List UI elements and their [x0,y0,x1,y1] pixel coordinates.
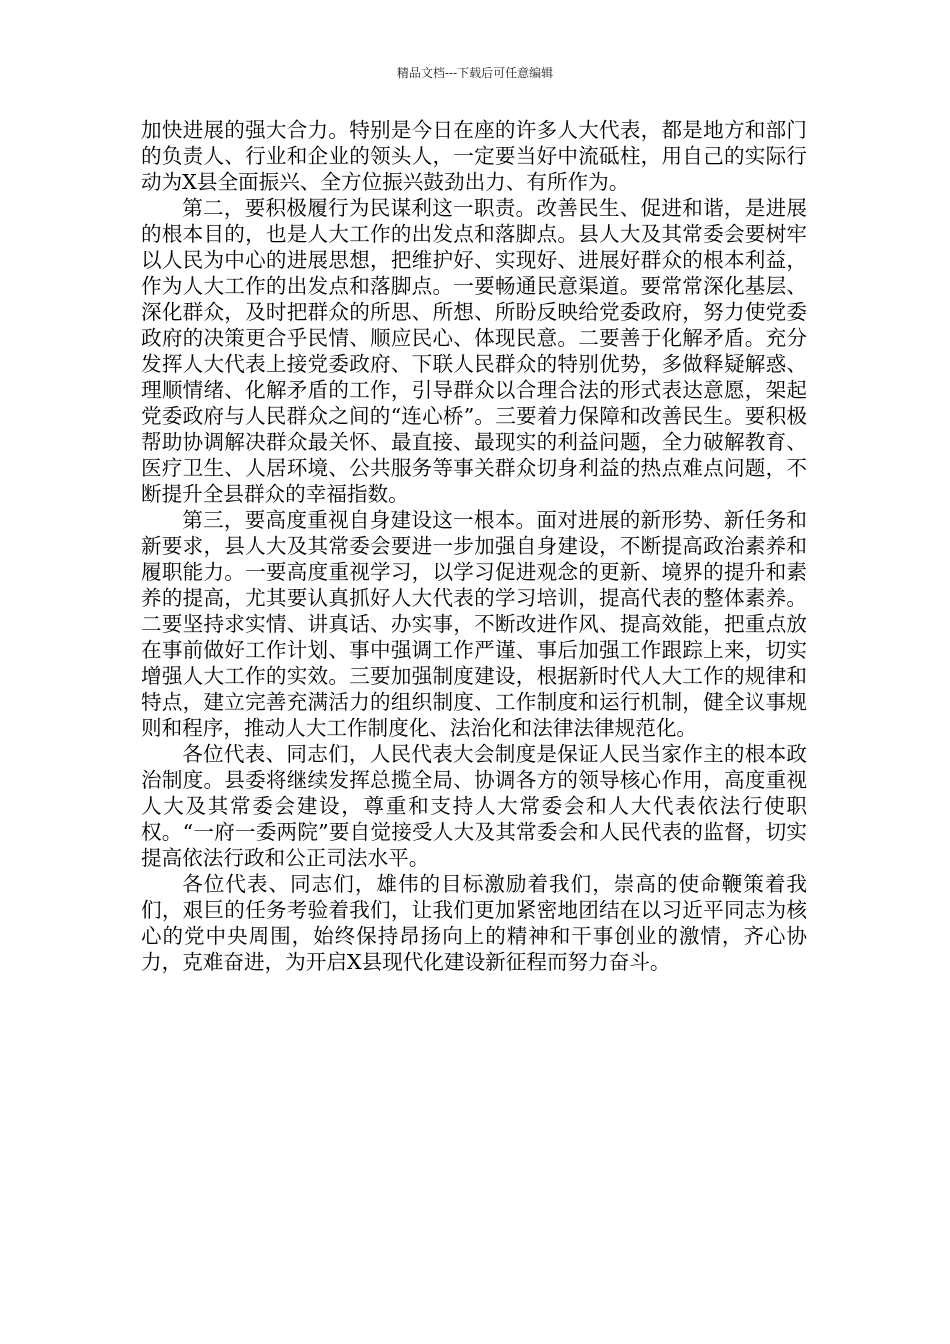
paragraph-continuation: 加快进展的强大合力。特别是今日在座的许多人大代表，都是地方和部门的负责人、行业和企业的领头人，一定要当好中流砥柱，用自己的实际行动为X县全面振兴、全方位振兴鼓劲出力、有所作为。 [141,118,807,194]
paragraph-second-point: 第二，要积极履行为民谋利这一职责。改善民生、促进和谐，是进展的根本目的，也是人大工作的出发点和落脚点。县人大及其常委会要树牢以人民为中心的进展思想，把维护好、实现好、进展好群众的根本利益，作为人大工作的出发点和落脚点。一要畅通民意渠道。要常常深化基层、深化群众，及时把群众的所思、所想、所盼反映给党委政府，努力使党委政府的决策更合乎民情、顺应民心、体现民意。二要善于化解矛盾。充分发挥人大代表上接党委政府、下联人民群众的特别优势，多做释疑解惑、理顺情绪、化解矛盾的工作，引导群众以合理合法的形式表达意愿，架起党委政府与人民群众之间的“连心桥”。三要着力保障和改善民生。要积极帮助协调解决群众最关怀、最直接、最现实的利益问题，全力破解教育、医疗卫生、人居环境、公共服务等事关群众切身利益的热点难点问题，不断提升全县群众的幸福指数。 [141,196,807,506]
paragraph-third-point: 第三，要高度重视自身建设这一根本。面对进展的新形势、新任务和新要求，县人大及其常委会要进一步加强自身建设，不断提高政治素养和履职能力。一要高度重视学习，以学习促进观念的更新、境界的提升和素养的提高，尤其要认真抓好人大代表的学习培训，提高代表的整体素养。二要坚持求实情、讲真话、办实事，不断改进作风、提高效能，把重点放在事前做好工作计划、事中强调工作严谨、事后加强工作跟踪上来，切实增强人大工作的实效。三要加强制度建设，根据新时代人大工作的规律和特点，建立完善充满活力的组织制度、工作制度和运行机制，健全议事规则和程序，推动人大工作制度化、法治化和法律法律规范化。 [141,508,807,740]
page-header: 精品文档---下载后可任意编辑 [396,66,554,80]
paragraph-closing: 各位代表、同志们，雄伟的目标激励着我们，崇高的使命鞭策着我们，艰巨的任务考验着我们，让我们更加紧密地团结在以习近平同志为核心的党中央周围，始终保持昂扬向上的精神和干事创业的激情，齐心协力，克难奋进，为开启X县现代化建设新征程而努力奋斗。 [141,872,807,974]
paragraph-people-congress-system: 各位代表、同志们，人民代表大会制度是保证人民当家作主的根本政治制度。县委将继续发挥总揽全局、协调各方的领导核心作用，高度重视人大及其常委会建设，尊重和支持人大常委会和人大代表依法行使职权。“一府一委两院”要自觉接受人大及其常委会和人民代表的监督，切实提高依法行政和公正司法水平。 [141,742,807,870]
document-body [141,117,807,975]
